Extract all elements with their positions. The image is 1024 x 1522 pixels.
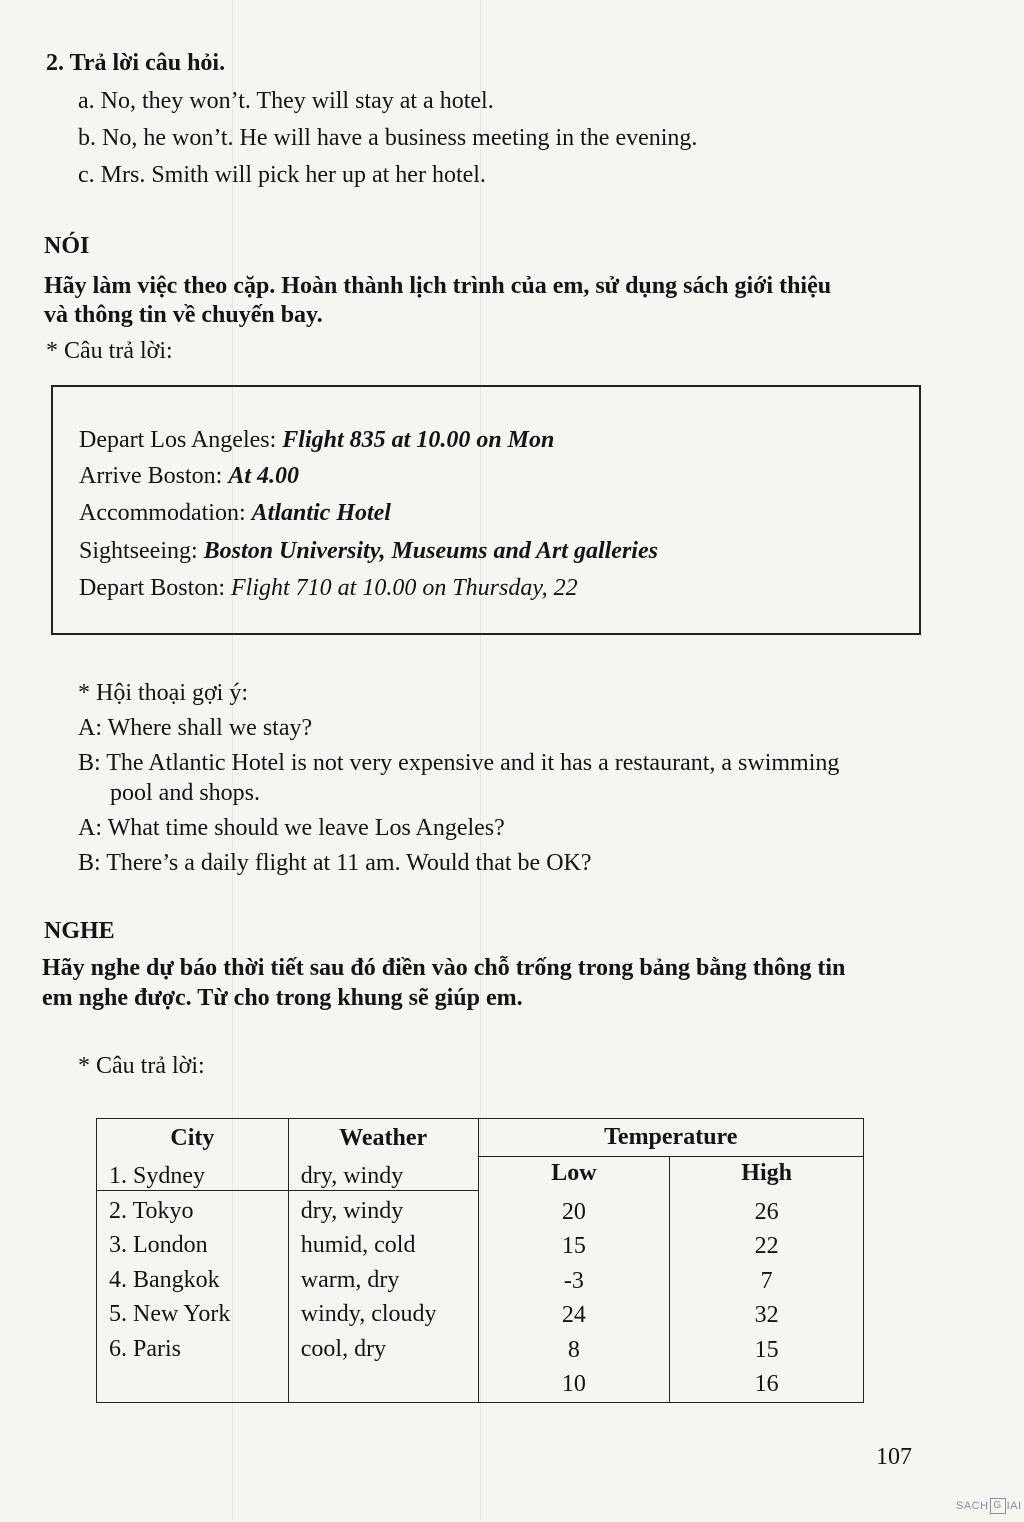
low-cell: 10	[561, 1371, 586, 1398]
weather-cell: dry, windy	[300, 1163, 404, 1189]
high-cell: 7	[760, 1267, 773, 1294]
dialogue-line: B: There’s a daily flight at 11 am. Would that be OK?	[78, 850, 592, 876]
watermark-logo	[956, 1498, 1022, 1514]
dialogue-line: A: What time should we leave Los Angeles?	[78, 815, 505, 841]
itinerary-label: Sightseeing:	[79, 538, 198, 564]
itinerary-depart-la	[79, 427, 554, 454]
itinerary-label: Arrive Boston:	[79, 463, 223, 489]
itinerary-value: Flight 710 at 10.00 on Thursday, 22	[230, 575, 578, 601]
city-cell: 3. London	[109, 1232, 208, 1259]
noi-answer-label: * Câu trả lời:	[46, 338, 173, 364]
itinerary-value: Flight 835 at 10.00 on Mon	[282, 427, 555, 453]
itinerary-value: Boston University, Museums and Art galleries	[203, 538, 658, 564]
dialogue-line: pool and shops.	[110, 780, 260, 806]
noi-heading: NÓI	[44, 233, 90, 259]
weather-cell: humid, cold	[300, 1232, 416, 1259]
itinerary-label: Accommodation:	[79, 500, 246, 526]
weather-table	[96, 1118, 864, 1403]
dialogue-line: B: The Atlantic Hotel is not very expensive and it has a restaurant, a swimming	[78, 750, 840, 776]
low-cell: -3	[563, 1267, 584, 1294]
city-column	[97, 1163, 289, 1403]
low-column	[478, 1191, 670, 1403]
watermark-text: G	[990, 1498, 1006, 1514]
low-cell: 24	[561, 1302, 586, 1329]
city-cell: 4. Bangkok	[109, 1266, 220, 1293]
header-high: High	[670, 1157, 864, 1191]
watermark-text: IAI	[1006, 1500, 1022, 1512]
header-city: City	[97, 1119, 289, 1191]
page-number: 107	[876, 1444, 912, 1470]
high-column	[670, 1191, 864, 1403]
header-weather: Weather	[288, 1119, 478, 1191]
weather-cell: warm, dry	[300, 1266, 400, 1293]
city-cell: 5. New York	[109, 1301, 231, 1328]
nghe-heading: NGHE	[44, 918, 115, 944]
itinerary-label: Depart Los Angeles:	[79, 427, 277, 453]
header-temperature: Temperature	[478, 1119, 863, 1157]
weather-column	[288, 1163, 478, 1403]
answer-c: c. Mrs. Smith will pick her up at her hotel.	[78, 162, 486, 188]
itinerary-arrive-boston	[79, 463, 299, 490]
answer-b: b. No, he won’t. He will have a business meeting in the evening.	[78, 125, 698, 151]
itinerary-value: Atlantic Hotel	[251, 500, 391, 526]
watermark-text: SACH	[956, 1500, 989, 1512]
city-cell: 2. Tokyo	[109, 1197, 194, 1224]
itinerary-accommodation	[79, 500, 391, 527]
low-cell: 20	[561, 1198, 586, 1225]
answer-a: a. No, they won’t. They will stay at a hotel.	[78, 88, 494, 114]
low-cell: 15	[561, 1233, 586, 1260]
high-cell: 16	[754, 1371, 779, 1398]
section-2-title: 2. Trả lời câu hỏi.	[46, 50, 226, 76]
itinerary-value: At 4.00	[228, 463, 300, 489]
nghe-instruction-line1: Hãy nghe dự báo thời tiết sau đó điền vào chỗ trống trong bảng bằng thông tin	[42, 955, 846, 981]
dialogue-line: A: Where shall we stay?	[78, 715, 313, 741]
itinerary-sightseeing	[79, 538, 658, 565]
weather-cell: windy, cloudy	[300, 1301, 437, 1328]
noi-instruction-line2: và thông tin về chuyến bay.	[44, 302, 323, 328]
noi-instruction-line1: Hãy làm việc theo cặp. Hoàn thành lịch trình của em, sử dụng sách giới thiệu	[44, 273, 832, 299]
dialogue-label: * Hội thoại gợi ý:	[78, 680, 249, 706]
header-low: Low	[478, 1157, 670, 1191]
nghe-answer-label: * Câu trả lời:	[78, 1053, 205, 1079]
weather-cell: cool, dry	[300, 1335, 387, 1362]
high-cell: 32	[754, 1302, 779, 1329]
low-cell: 8	[567, 1336, 580, 1363]
nghe-instruction-line2: em nghe được. Từ cho trong khung sẽ giúp em.	[42, 985, 523, 1011]
city-cell: 6. Paris	[109, 1335, 181, 1362]
high-cell: 22	[754, 1233, 779, 1260]
high-cell: 26	[754, 1198, 779, 1225]
itinerary-label: Depart Boston:	[79, 575, 225, 601]
itinerary-box	[51, 385, 921, 635]
itinerary-depart-boston	[79, 575, 578, 602]
weather-cell: dry, windy	[300, 1197, 404, 1224]
city-cell: 1. Sydney	[109, 1163, 205, 1189]
high-cell: 15	[754, 1336, 779, 1363]
